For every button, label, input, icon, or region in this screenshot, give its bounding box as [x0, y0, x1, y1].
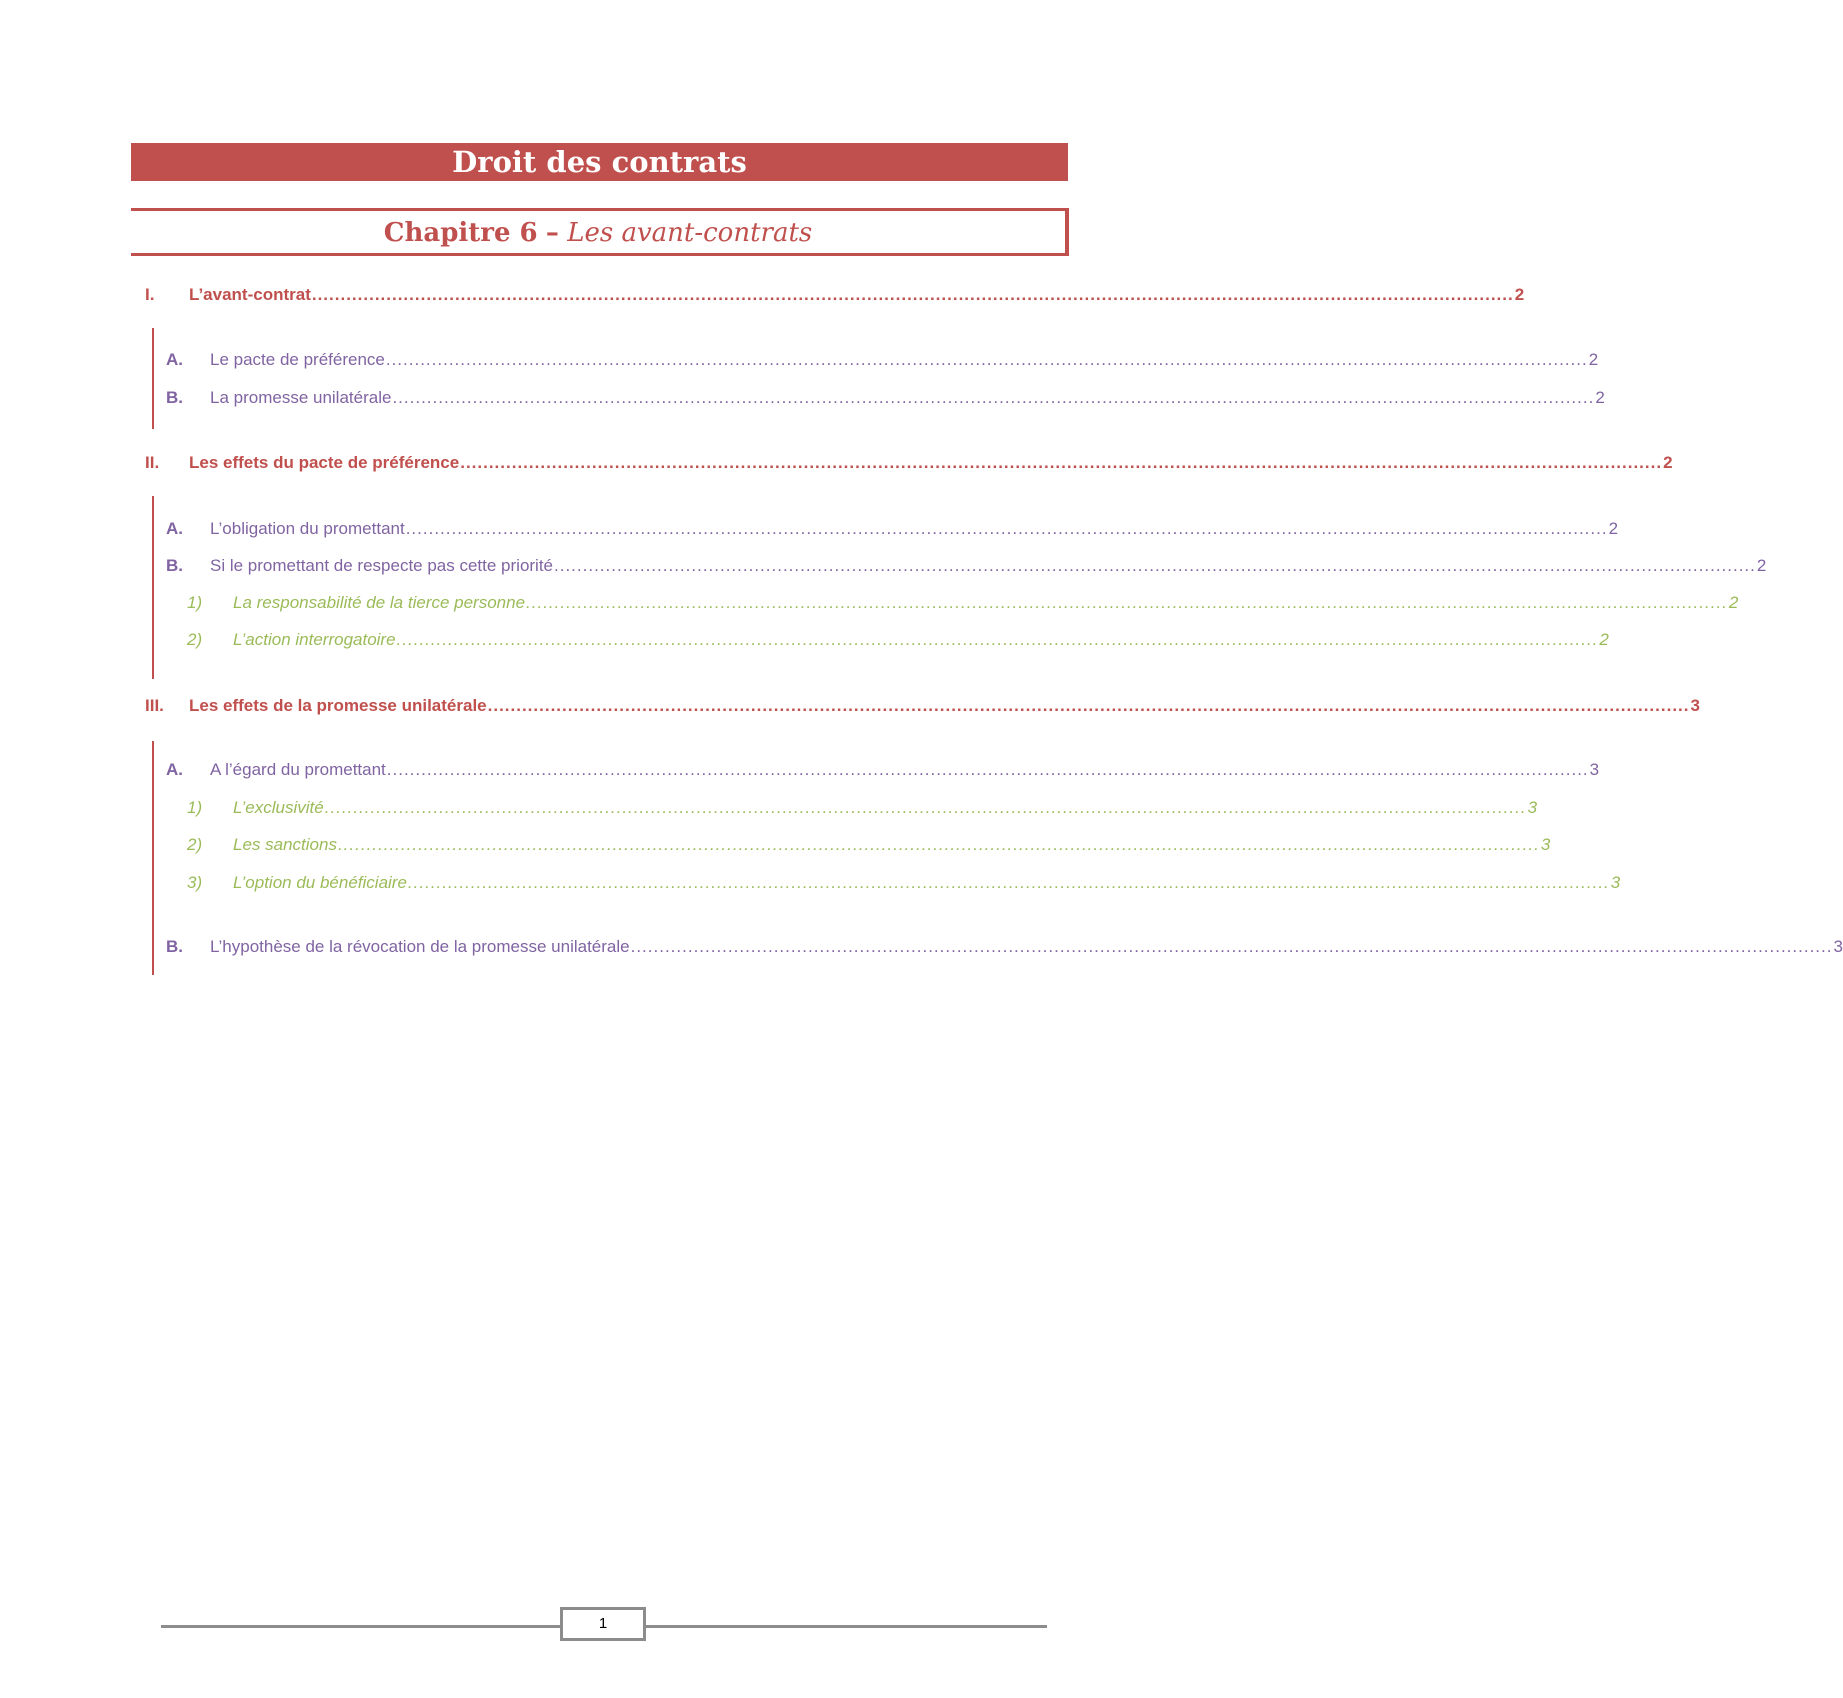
chapter-number: Chapitre 6 [383, 218, 538, 248]
toc-entry-number: B. [166, 388, 183, 407]
toc-entry[interactable] [166, 348, 1599, 372]
toc-leader-dots: .................................................................................................................................................................................................................. [311, 285, 1514, 304]
toc-leader-dots: .................................................................................................................................................................................................................. [405, 519, 1608, 538]
toc-entry[interactable] [187, 591, 1739, 615]
toc-entry-page: 2 [1756, 556, 1767, 575]
toc-entry[interactable] [145, 283, 1525, 307]
toc-entry-text: A l’égard du promettant [210, 760, 386, 779]
toc-entry[interactable] [166, 554, 1767, 578]
toc-leader-dots: .................................................................................................................................................................................................................. [554, 556, 1756, 575]
toc-entry-number: 1) [187, 593, 203, 612]
toc-leader-dots: .................................................................................................................................................................................................................. [324, 798, 1527, 817]
toc-entry-text: Les effets du pacte de préférence [189, 453, 460, 472]
toc-entry-page: 3 [1527, 798, 1538, 817]
toc-entry[interactable] [145, 694, 1700, 718]
toc-entry-number: 2) [187, 630, 203, 649]
toc-entry-number: 3) [187, 873, 203, 892]
toc-entry-page: 2 [1599, 630, 1609, 649]
page-number: 1 [560, 1607, 646, 1641]
toc-entry-number: A. [166, 519, 183, 538]
toc-entry-number: 1) [187, 798, 203, 817]
toc-leader-dots: .................................................................................................................................................................................................................. [392, 388, 1595, 407]
toc-entry[interactable] [166, 386, 1605, 410]
toc-entry-text: Le pacte de préférence [210, 350, 385, 369]
toc-entry-text: Si le promettant de respecte pas cette priorité [210, 556, 554, 575]
toc-section-line [152, 741, 154, 975]
toc-entry-page: 3 [1833, 937, 1843, 956]
toc-entry-text: L’avant-contrat [189, 285, 311, 304]
toc-entry-text: Les sanctions [233, 835, 337, 854]
toc-entry-page: 2 [1588, 350, 1599, 369]
toc-leader-dots: .................................................................................................................................................................................................................. [460, 453, 1663, 472]
toc-entry-text: L’obligation du promettant [210, 519, 405, 538]
toc-entry-page: 2 [1663, 453, 1673, 472]
toc-entry-number: B. [166, 556, 183, 575]
toc-entry-number: I. [145, 285, 155, 304]
toc-leader-dots: .................................................................................................................................................................................................................. [630, 937, 1833, 956]
toc-entry[interactable] [166, 758, 1600, 782]
toc-section-line [152, 328, 154, 429]
toc-entry-number: II. [145, 453, 160, 472]
toc-entry[interactable] [166, 517, 1619, 541]
toc-entry-number: A. [166, 350, 183, 369]
toc-entry-page: 3 [1540, 835, 1551, 854]
toc-entry-page: 3 [1690, 696, 1700, 715]
document-title: Droit des contrats [131, 143, 1068, 181]
toc-leader-dots: .................................................................................................................................................................................................................. [386, 760, 1589, 779]
toc-entry-text: L’option du bénéficiaire [233, 873, 407, 892]
toc-leader-dots: .................................................................................................................................................................................................................. [487, 696, 1690, 715]
toc-leader-dots: .................................................................................................................................................................................................................. [396, 630, 1599, 649]
toc-entry-text: L’hypothèse de la révocation de la promesse unilatérale [210, 937, 630, 956]
toc-entry-page: 2 [1608, 519, 1619, 538]
toc-entry-number: A. [166, 760, 183, 779]
toc-section-line [152, 496, 154, 679]
toc-entry[interactable] [145, 451, 1673, 475]
toc-entry-text: La promesse unilatérale [210, 388, 392, 407]
chapter-dash: – [545, 218, 559, 248]
toc-entry-text: L’exclusivité [233, 798, 324, 817]
toc-entry-text: La responsabilité de la tierce personne [233, 593, 526, 612]
toc-entry-page: 2 [1728, 593, 1739, 612]
toc-entry-page: 2 [1595, 388, 1605, 407]
toc-entry[interactable] [187, 796, 1538, 820]
toc-entry-page: 3 [1610, 873, 1621, 892]
toc-entry-text: L’action interrogatoire [233, 630, 396, 649]
toc-entry-page: 2 [1514, 285, 1525, 304]
toc-entry[interactable] [187, 628, 1609, 652]
toc-entry[interactable] [187, 833, 1551, 857]
toc-entry-page: 3 [1589, 760, 1600, 779]
toc-entry-number: III. [145, 696, 164, 715]
toc-entry-text: Les effets de la promesse unilatérale [189, 696, 487, 715]
toc-entry-number: B. [166, 937, 183, 956]
toc-leader-dots: .................................................................................................................................................................................................................. [337, 835, 1540, 854]
toc-entry-number: 2) [187, 835, 203, 854]
toc-entry[interactable] [187, 871, 1621, 895]
toc-leader-dots: .................................................................................................................................................................................................................. [407, 873, 1610, 892]
toc-leader-dots: .................................................................................................................................................................................................................. [526, 593, 1728, 612]
toc-leader-dots: .................................................................................................................................................................................................................. [385, 350, 1588, 369]
chapter-title: Les avant-contrats [567, 218, 813, 248]
toc-entry[interactable] [166, 935, 1843, 959]
